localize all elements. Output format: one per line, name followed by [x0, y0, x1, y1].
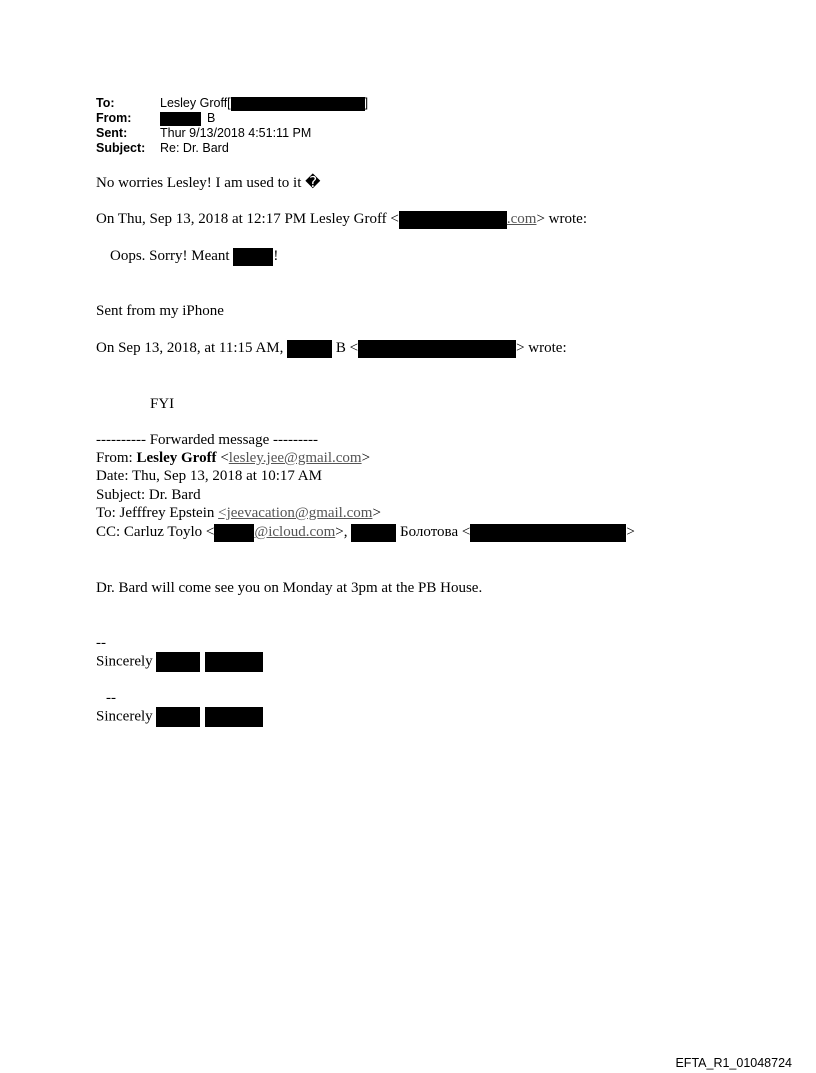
from-label: From: — [96, 111, 132, 125]
forwarded-header: ---------- Forwarded message --------- — [96, 432, 318, 448]
redaction-block — [233, 248, 273, 266]
fwd-subject-line: Subject: Dr. Bard — [96, 487, 201, 503]
to-close: ] — [364, 96, 369, 110]
fwd-cc-pre: CC: Carluz Toylo < — [96, 524, 215, 540]
quote2-post: > wrote: — [516, 340, 567, 356]
fwd-date-line: Date: Thu, Sep 13, 2018 at 10:17 AM — [96, 468, 322, 484]
quote-header-1 — [96, 210, 587, 229]
redaction-block — [351, 524, 396, 542]
sent-label: Sent: — [96, 126, 128, 140]
oops-end: ! — [273, 248, 279, 264]
redaction-block — [287, 340, 332, 358]
fwd-to-line — [96, 504, 381, 522]
signature-2 — [96, 707, 263, 727]
fwd-from-open: < — [216, 450, 229, 466]
fwd-cc-mid: >, — [335, 524, 352, 540]
fwd-cc-line — [96, 523, 635, 542]
signature-dash: -- — [96, 635, 106, 651]
reply-line: No worries Lesley! I am used to it � — [96, 175, 321, 191]
email-link[interactable]: @icloud.com — [254, 524, 336, 540]
quote1-post: > wrote: — [536, 211, 587, 227]
document-id: EFTA_R1_01048724 — [675, 1056, 792, 1070]
signature-1 — [96, 652, 263, 672]
fwd-from-label: From: — [96, 450, 137, 466]
message-body: Dr. Bard will come see you on Monday at 3pm at the PB House. — [96, 580, 483, 596]
to-label: To: — [96, 96, 115, 110]
redaction-block — [156, 707, 200, 727]
signature-text: Sincerely — [96, 708, 157, 725]
oops-text: Oops. Sorry! Meant — [110, 248, 234, 264]
sent-value: Thur 9/13/2018 4:51:11 PM — [160, 126, 312, 140]
redaction-block — [205, 707, 263, 727]
sent-from-line: Sent from my iPhone — [96, 303, 224, 319]
to-row — [96, 96, 368, 111]
quote-header-2 — [96, 339, 567, 358]
redaction-block — [358, 340, 516, 358]
quote1-pre: On Thu, Sep 13, 2018 at 12:17 PM Lesley Groff < — [96, 211, 399, 227]
fwd-from-name: Lesley Groff — [136, 450, 217, 466]
fwd-to-pre: To: Jefffrey Epstein — [96, 505, 219, 521]
fwd-to-close: > — [372, 505, 381, 521]
email-link[interactable]: .com — [506, 211, 537, 227]
redaction-block — [214, 524, 254, 542]
redaction-block — [156, 652, 200, 672]
email-link[interactable]: lesley.jee@gmail.com — [228, 450, 362, 466]
from-value: B — [207, 111, 216, 125]
fwd-cc-end: > — [626, 524, 635, 540]
quote2-mid: B < — [332, 340, 359, 356]
redaction-block — [470, 524, 626, 542]
subject-value: Re: Dr. Bard — [160, 141, 229, 155]
email-link[interactable]: <jeevacation@gmail.com — [218, 505, 373, 521]
fwd-cc-name: Болотова < — [396, 524, 471, 540]
email-header — [96, 96, 368, 156]
from-row — [96, 111, 368, 126]
oops-line — [110, 247, 278, 266]
subject-row — [96, 141, 368, 156]
redaction-block — [160, 112, 201, 126]
fwd-from-close: > — [361, 450, 371, 466]
to-value: Lesley Groff[ — [160, 96, 231, 110]
signature-text: Sincerely — [96, 653, 157, 670]
fyi-line: FYI — [150, 396, 175, 412]
redaction-block — [231, 97, 365, 111]
subject-label: Subject: — [96, 141, 146, 155]
sent-row — [96, 126, 368, 141]
redaction-block — [399, 211, 507, 229]
quote2-pre: On Sep 13, 2018, at 11:15 AM, — [96, 340, 288, 356]
redaction-block — [205, 652, 263, 672]
signature-dash: -- — [106, 690, 116, 706]
fwd-from-line — [96, 449, 370, 467]
